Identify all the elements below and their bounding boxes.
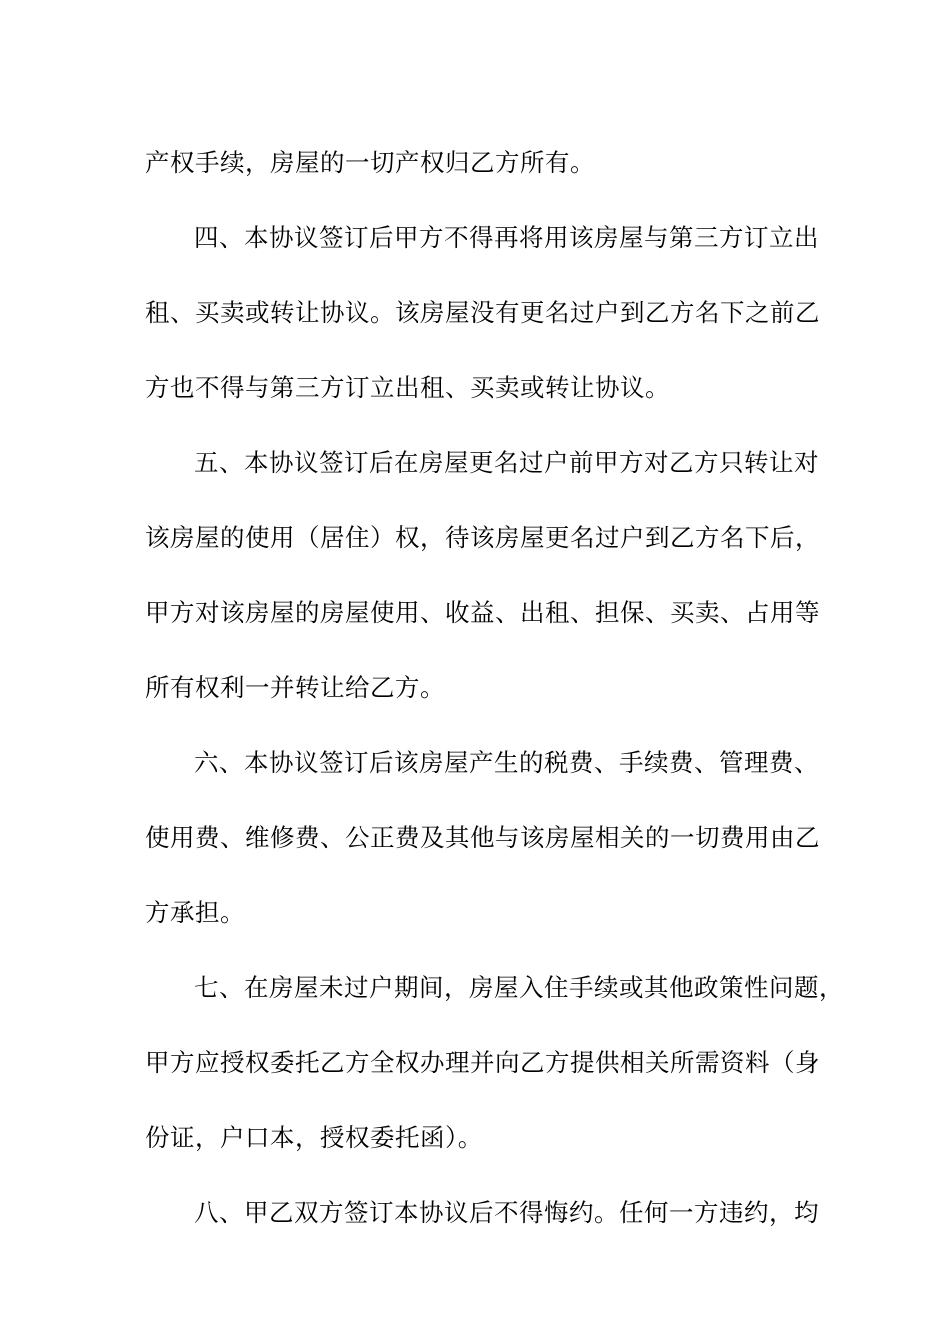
clause-5-line-4: 所有权利一并转让给乙方。	[145, 673, 445, 702]
clause-7-line-2: 甲方应授权委托乙方全权办理并向乙方提供相关所需资料（身	[145, 1048, 820, 1077]
clause-6-line-2: 使用费、维修费、公正费及其他与该房屋相关的一切费用由乙	[145, 823, 820, 852]
text-line: 产权手续，房屋的一切产权归乙方所有。	[145, 148, 595, 177]
clause-5-line-3: 甲方对该房屋的房屋使用、收益、出租、担保、买卖、占用等	[145, 598, 820, 627]
clause-5-line-2: 该房屋的使用（居住）权，待该房屋更名过户到乙方名下后，	[145, 523, 820, 552]
clause-6-line-3: 方承担。	[145, 898, 245, 927]
clause-4-line-1: 四、本协议签订后甲方不得再将用该房屋与第三方订立出	[194, 223, 819, 252]
clause-6-line-1: 六、本协议签订后该房屋产生的税费、手续费、管理费、	[194, 748, 819, 777]
clause-4-line-2: 租、买卖或转让协议。该房屋没有更名过户到乙方名下之前乙	[145, 298, 820, 327]
clause-7-line-3: 份证，户口本，授权委托函）。	[145, 1123, 483, 1152]
clause-5-line-1: 五、本协议签订后在房屋更名过户前甲方对乙方只转让对	[194, 448, 819, 477]
clause-4-line-3: 方也不得与第三方订立出租、买卖或转让协议。	[145, 373, 670, 402]
clause-8-line-1: 八、甲乙双方签订本协议后不得悔约。任何一方违约，均	[194, 1198, 819, 1227]
clause-7-line-1: 七、在房屋未过户期间，房屋入住手续或其他政策性问题，	[194, 973, 844, 1002]
agreement-body-text	[145, 125, 844, 1250]
